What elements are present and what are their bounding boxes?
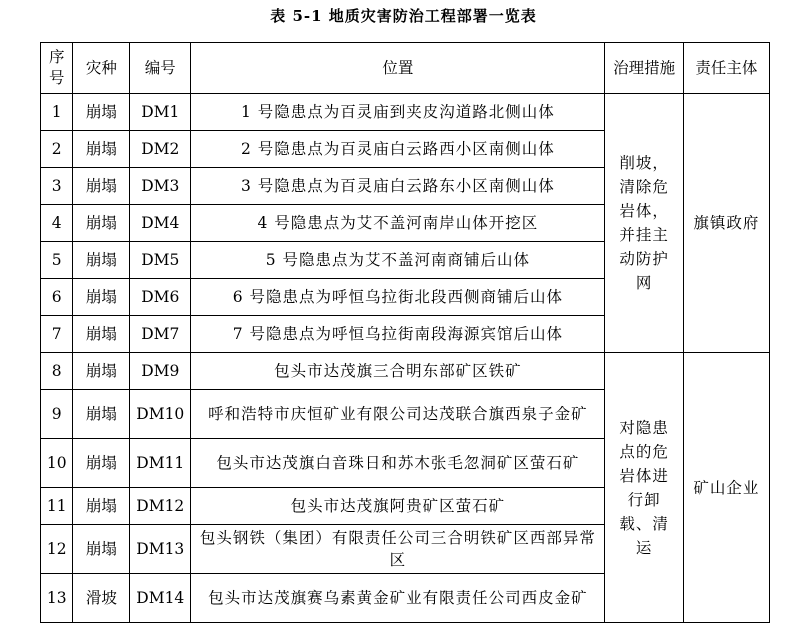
cell-location: 呼和浩特市庆恒矿业有限公司达茂联合旗西泉子金矿 xyxy=(191,390,605,439)
header-location: 位置 xyxy=(191,43,605,94)
cell-code: DM13 xyxy=(130,525,191,574)
cell-owner-group-1: 旗镇政府 xyxy=(683,94,769,353)
cell-seq: 5 xyxy=(41,242,73,279)
cell-type: 崩塌 xyxy=(73,525,130,574)
cell-code: DM12 xyxy=(130,488,191,525)
cell-type: 崩塌 xyxy=(73,488,130,525)
cell-location: 包头市达茂旗赛乌素黄金矿业有限责任公司西皮金矿 xyxy=(191,574,605,623)
cell-code: DM2 xyxy=(130,131,191,168)
cell-location: 包头市达茂旗阿贵矿区萤石矿 xyxy=(191,488,605,525)
cell-seq: 11 xyxy=(41,488,73,525)
cell-location: 2 号隐患点为百灵庙白云路西小区南侧山体 xyxy=(191,131,605,168)
cell-location: 包头钢铁（集团）有限责任公司三合明铁矿区西部异常区 xyxy=(191,525,605,574)
cell-code: DM9 xyxy=(130,353,191,390)
cell-seq: 1 xyxy=(41,94,73,131)
cell-code: DM3 xyxy=(130,168,191,205)
cell-owner-group-2: 矿山企业 xyxy=(683,353,769,623)
cell-type: 崩塌 xyxy=(73,316,130,353)
cell-type: 崩塌 xyxy=(73,205,130,242)
cell-location: 7 号隐患点为呼恒乌拉街南段海源宾馆后山体 xyxy=(191,316,605,353)
cell-location: 5 号隐患点为艾不盖河南商铺后山体 xyxy=(191,242,605,279)
cell-seq: 4 xyxy=(41,205,73,242)
cell-seq: 7 xyxy=(41,316,73,353)
cell-seq: 3 xyxy=(41,168,73,205)
cell-type: 崩塌 xyxy=(73,131,130,168)
cell-location: 包头市达茂旗白音珠日和苏木张毛忽洞矿区萤石矿 xyxy=(191,439,605,488)
cell-type: 崩塌 xyxy=(73,279,130,316)
cell-type: 崩塌 xyxy=(73,353,130,390)
cell-seq: 2 xyxy=(41,131,73,168)
cell-location: 3 号隐患点为百灵庙白云路东小区南侧山体 xyxy=(191,168,605,205)
cell-type: 崩塌 xyxy=(73,439,130,488)
table-row xyxy=(41,94,770,131)
cell-seq: 6 xyxy=(41,279,73,316)
cell-code: DM11 xyxy=(130,439,191,488)
cell-seq: 12 xyxy=(41,525,73,574)
cell-code: DM4 xyxy=(130,205,191,242)
header-code: 编号 xyxy=(130,43,191,94)
table-row xyxy=(41,353,770,390)
cell-type: 崩塌 xyxy=(73,242,130,279)
cell-type: 崩塌 xyxy=(73,390,130,439)
cell-location: 1 号隐患点为百灵庙到夹皮沟道路北侧山体 xyxy=(191,94,605,131)
cell-type: 滑坡 xyxy=(73,574,130,623)
cell-seq: 13 xyxy=(41,574,73,623)
cell-code: DM7 xyxy=(130,316,191,353)
cell-seq: 9 xyxy=(41,390,73,439)
header-seq: 序号 xyxy=(41,43,73,94)
cell-code: DM6 xyxy=(130,279,191,316)
cell-seq: 10 xyxy=(41,439,73,488)
cell-location: 4 号隐患点为艾不盖河南岸山体开挖区 xyxy=(191,205,605,242)
cell-location: 6 号隐患点为呼恒乌拉街北段西侧商铺后山体 xyxy=(191,279,605,316)
cell-code: DM5 xyxy=(130,242,191,279)
table-header-row xyxy=(41,43,770,94)
cell-measure-group-2: 对隐患点的危岩体进行卸载、清运 xyxy=(605,353,683,623)
cell-location: 包头市达茂旗三合明东部矿区铁矿 xyxy=(191,353,605,390)
cell-type: 崩塌 xyxy=(73,94,130,131)
cell-code: DM14 xyxy=(130,574,191,623)
header-measure: 治理措施 xyxy=(605,43,683,94)
cell-seq: 8 xyxy=(41,353,73,390)
header-owner: 责任主体 xyxy=(683,43,769,94)
header-type: 灾种 xyxy=(73,43,130,94)
deployment-table xyxy=(40,42,770,623)
cell-type: 崩塌 xyxy=(73,168,130,205)
cell-code: DM10 xyxy=(130,390,191,439)
table-title: 表 5-1 地质灾害防治工程部署一览表 xyxy=(270,7,537,25)
cell-measure-group-1: 削坡，清除危岩体，并挂主动防护网 xyxy=(605,94,683,353)
cell-code: DM1 xyxy=(130,94,191,131)
